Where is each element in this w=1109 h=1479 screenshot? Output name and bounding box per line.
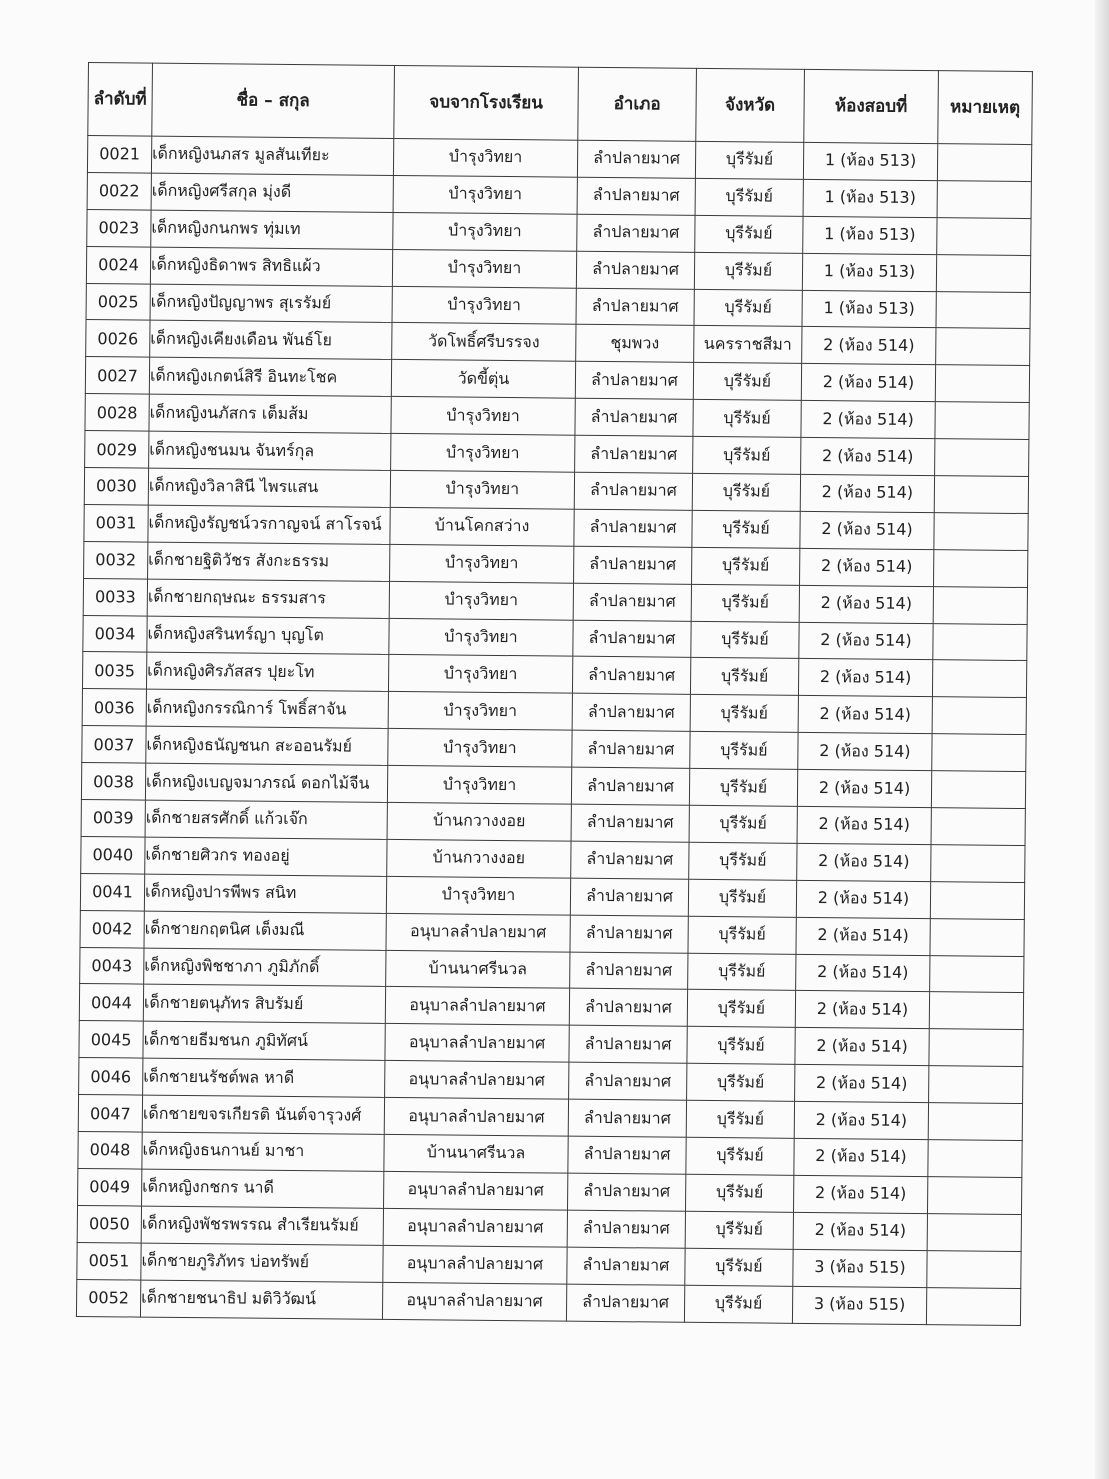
cell-no: 0021 — [87, 136, 151, 174]
cell-province: บุรีรัมย์ — [685, 1174, 793, 1212]
cell-province: บุรีรัมย์ — [689, 842, 797, 880]
cell-name: เด็กชายธีมชนก ภูมิทัศน์ — [143, 1021, 385, 1060]
cell-room: 2 (ห้อง 514) — [793, 1175, 927, 1213]
cell-district: ลำปลายมาศ — [575, 435, 693, 473]
cell-no: 0042 — [80, 910, 144, 948]
header-name: ชื่อ – สกุล — [152, 63, 395, 138]
cell-province: บุรีรัมย์ — [688, 953, 796, 991]
cell-district: ลำปลายมาศ — [571, 767, 689, 805]
cell-province: บุรีรัมย์ — [687, 1027, 795, 1065]
cell-district: ลำปลายมาศ — [573, 583, 691, 621]
cell-province: บุรีรัมย์ — [685, 1248, 793, 1286]
cell-room: 2 (ห้อง 514) — [800, 548, 934, 586]
cell-name: เด็กหญิงธิดาพร สิทธิแผ้ว — [150, 247, 392, 286]
cell-note — [927, 1213, 1021, 1251]
cell-district: ลำปลายมาศ — [568, 1136, 686, 1174]
cell-note — [934, 476, 1028, 514]
cell-no: 0030 — [84, 468, 148, 506]
cell-school: บำรุงวิทยา — [388, 655, 572, 694]
cell-name: เด็กหญิงกรรณิการ์ โพธิ์สาจัน — [146, 689, 388, 728]
cell-district: ลำปลายมาศ — [572, 694, 690, 732]
cell-room: 2 (ห้อง 514) — [793, 1212, 927, 1250]
cell-no: 0046 — [79, 1058, 143, 1096]
cell-school: วัดขี้ตุ่น — [391, 360, 575, 399]
cell-note — [935, 402, 1029, 440]
cell-no: 0051 — [77, 1242, 141, 1280]
cell-no: 0041 — [80, 873, 144, 911]
cell-name: เด็กหญิงวิลาสินี ไพรแสน — [148, 468, 390, 507]
cell-room: 1 (ห้อง 513) — [802, 290, 936, 328]
cell-name: เด็กหญิงธนกานย์ มาชา — [142, 1132, 384, 1171]
cell-no: 0039 — [81, 800, 145, 838]
cell-name: เด็กหญิงรัญชน์วรกาญจน์ สาโรจน์ — [148, 505, 390, 544]
cell-province: บุรีรัมย์ — [688, 916, 796, 954]
cell-room: 2 (ห้อง 514) — [799, 585, 933, 623]
cell-district: ลำปลายมาศ — [569, 1062, 687, 1100]
cell-school: บ้านนาศรีนวล — [384, 1134, 568, 1173]
cell-name: เด็กหญิงสรินทร์ญา บุญโต — [147, 616, 389, 655]
cell-school: อนุบาลลำปลายมาศ — [385, 987, 569, 1026]
cell-school: บำรุงวิทยา — [390, 470, 574, 509]
cell-no: 0032 — [84, 541, 148, 579]
cell-no: 0049 — [78, 1168, 142, 1206]
cell-note — [935, 439, 1029, 477]
cell-district: ลำปลายมาศ — [572, 730, 690, 768]
cell-school: บำรุงวิทยา — [388, 692, 572, 731]
cell-province: บุรีรัมย์ — [692, 473, 800, 511]
cell-school: บ้านนาศรีนวล — [386, 950, 570, 989]
cell-province: บุรีรัมย์ — [690, 695, 798, 733]
cell-district: ลำปลายมาศ — [577, 140, 695, 178]
cell-district: ลำปลายมาศ — [567, 1247, 685, 1285]
cell-province: บุรีรัมย์ — [695, 141, 803, 179]
header-district: อำเภอ — [578, 67, 697, 141]
exam-roster-table — [76, 62, 1033, 1326]
cell-room: 2 (ห้อง 514) — [798, 733, 932, 771]
cell-no: 0037 — [82, 726, 146, 764]
cell-district: ลำปลายมาศ — [569, 1026, 687, 1064]
cell-school: บ้านโคกสว่าง — [390, 507, 574, 546]
cell-name: เด็กชายภูริภัทร บ่อทรัพย์ — [141, 1243, 383, 1282]
cell-note — [928, 1140, 1022, 1178]
cell-school: บำรุงวิทยา — [391, 397, 575, 436]
cell-room: 2 (ห้อง 514) — [798, 696, 932, 734]
cell-name: เด็กชายศิวกร ทองอยู่ — [145, 837, 387, 876]
cell-school: อนุบาลลำปลายมาศ — [383, 1245, 567, 1284]
cell-note — [936, 328, 1030, 366]
cell-name: เด็กชายกฤตนิศ เต็งมณี — [144, 911, 386, 950]
cell-name: เด็กหญิงธนัญชนก สะออนรัมย์ — [146, 726, 388, 765]
roster-body — [76, 136, 1031, 1326]
cell-name: เด็กชายนรัชต์พล หาดี — [143, 1058, 385, 1097]
cell-school: บำรุงวิทยา — [391, 434, 575, 473]
cell-school: บำรุงวิทยา — [392, 286, 576, 325]
cell-no: 0031 — [84, 504, 148, 542]
cell-name: เด็กชายสรศักดิ์ แก้วเจ๊ก — [145, 800, 387, 839]
cell-room: 1 (ห้อง 513) — [803, 216, 937, 254]
cell-name: เด็กชายชนาธิป มติวิวัฒน์ — [140, 1280, 382, 1319]
cell-district: ลำปลายมาศ — [573, 620, 691, 658]
cell-no: 0048 — [78, 1132, 142, 1170]
cell-room: 1 (ห้อง 513) — [802, 253, 936, 291]
cell-name: เด็กหญิงศิรภัสสร ปุยะโท — [146, 653, 388, 692]
cell-room: 2 (ห้อง 514) — [802, 327, 936, 365]
cell-name: เด็กหญิงปารพีพร สนิท — [144, 874, 386, 913]
cell-district: ลำปลายมาศ — [567, 1210, 685, 1248]
cell-no: 0052 — [76, 1279, 140, 1317]
cell-district: ลำปลายมาศ — [577, 214, 695, 252]
cell-province: บุรีรัมย์ — [684, 1285, 792, 1323]
cell-district: ลำปลายมาศ — [568, 1173, 686, 1211]
cell-name: เด็กชายกฤษณะ ธรรมสาร — [147, 579, 389, 618]
cell-district: ลำปลายมาศ — [574, 472, 692, 510]
cell-no: 0050 — [77, 1205, 141, 1243]
cell-school: บำรุงวิทยา — [393, 138, 577, 177]
header-row — [88, 63, 1033, 145]
cell-district: ลำปลายมาศ — [575, 398, 693, 436]
cell-note — [934, 549, 1028, 587]
cell-province: บุรีรัมย์ — [689, 805, 797, 843]
cell-no: 0023 — [87, 209, 151, 247]
cell-no: 0024 — [86, 246, 150, 284]
cell-note — [930, 955, 1024, 993]
cell-district: ลำปลายมาศ — [570, 952, 688, 990]
cell-note — [935, 365, 1029, 403]
cell-district: ลำปลายมาศ — [571, 804, 689, 842]
cell-name: เด็กหญิงนภัสกร เต็มส้ม — [149, 394, 391, 433]
cell-name: เด็กหญิงชนมน จันทร์กุล — [149, 431, 391, 470]
cell-note — [926, 1287, 1020, 1325]
cell-district: ลำปลายมาศ — [569, 989, 687, 1027]
cell-province: บุรีรัมย์ — [686, 1100, 794, 1138]
cell-province: บุรีรัมย์ — [690, 732, 798, 770]
cell-no: 0043 — [80, 947, 144, 985]
cell-no: 0028 — [85, 394, 149, 432]
cell-no: 0047 — [78, 1095, 142, 1133]
cell-school: อนุบาลลำปลายมาศ — [384, 1098, 568, 1137]
cell-province: บุรีรัมย์ — [693, 363, 801, 401]
cell-district: ลำปลายมาศ — [570, 915, 688, 953]
cell-province: บุรีรัมย์ — [692, 510, 800, 548]
cell-district: ลำปลายมาศ — [570, 878, 688, 916]
cell-school: บำรุงวิทยา — [386, 876, 570, 915]
cell-district: ลำปลายมาศ — [575, 362, 693, 400]
cell-room: 2 (ห้อง 514) — [801, 437, 935, 475]
cell-name: เด็กชายฐิติวัชร สังกะธรรม — [148, 542, 390, 581]
cell-room: 2 (ห้อง 514) — [797, 843, 931, 881]
cell-room: 1 (ห้อง 513) — [803, 142, 937, 180]
cell-room: 2 (ห้อง 514) — [795, 1065, 929, 1103]
cell-name: เด็กหญิงพัชรพรรณ สำเรียนรัมย์ — [141, 1206, 383, 1245]
cell-room: 2 (ห้อง 514) — [800, 511, 934, 549]
cell-room: 2 (ห้อง 514) — [794, 1101, 928, 1139]
cell-province: บุรีรัมย์ — [688, 879, 796, 917]
cell-note — [936, 291, 1030, 329]
cell-name: เด็กหญิงนภสร มูลสันเทียะ — [151, 136, 393, 175]
cell-note — [937, 217, 1031, 255]
cell-province: บุรีรัมย์ — [695, 215, 803, 253]
cell-room: 2 (ห้อง 514) — [796, 954, 930, 992]
cell-room: 2 (ห้อง 514) — [797, 769, 931, 807]
cell-province: บุรีรัมย์ — [693, 436, 801, 474]
cell-room: 2 (ห้อง 514) — [801, 401, 935, 439]
cell-district: ลำปลายมาศ — [577, 177, 695, 215]
cell-province: บุรีรัมย์ — [694, 289, 802, 327]
cell-note — [936, 254, 1030, 292]
header-province: จังหวัด — [696, 68, 805, 142]
cell-room: 2 (ห้อง 514) — [800, 474, 934, 512]
cell-district: ลำปลายมาศ — [571, 841, 689, 879]
cell-room: 2 (ห้อง 514) — [797, 806, 931, 844]
cell-school: อนุบาลลำปลายมาศ — [383, 1208, 567, 1247]
cell-school: บำรุงวิทยา — [387, 766, 571, 805]
cell-note — [933, 586, 1027, 624]
cell-no: 0027 — [85, 357, 149, 395]
header-no: ลำดับที่ — [88, 63, 153, 137]
cell-school: บำรุงวิทยา — [393, 175, 577, 214]
cell-province: บุรีรัมย์ — [692, 547, 800, 585]
cell-province: บุรีรัมย์ — [693, 400, 801, 438]
cell-province: บุรีรัมย์ — [689, 768, 797, 806]
cell-no: 0038 — [81, 763, 145, 801]
header-note: หมายเหตุ — [938, 71, 1033, 145]
cell-no: 0036 — [82, 689, 146, 727]
cell-room: 2 (ห้อง 514) — [801, 364, 935, 402]
cell-province: บุรีรัมย์ — [687, 990, 795, 1028]
cell-note — [929, 992, 1023, 1030]
cell-no: 0034 — [83, 615, 147, 653]
cell-school: บำรุงวิทยา — [388, 729, 572, 768]
cell-province: บุรีรัมย์ — [691, 621, 799, 659]
cell-school: บำรุงวิทยา — [392, 249, 576, 288]
cell-room: 1 (ห้อง 513) — [803, 179, 937, 217]
cell-no: 0025 — [86, 283, 150, 321]
cell-note — [937, 144, 1031, 182]
cell-school: อนุบาลลำปลายมาศ — [384, 1171, 568, 1210]
cell-note — [930, 918, 1024, 956]
cell-room: 2 (ห้อง 514) — [794, 1138, 928, 1176]
cell-no: 0035 — [82, 652, 146, 690]
cell-note — [932, 697, 1026, 735]
header-school: จบจากโรงเรียน — [394, 65, 579, 140]
cell-note — [931, 808, 1025, 846]
cell-school: อนุบาลลำปลายมาศ — [385, 1061, 569, 1100]
cell-room: 3 (ห้อง 515) — [792, 1286, 926, 1324]
cell-note — [932, 660, 1026, 698]
cell-province: บุรีรัมย์ — [685, 1211, 793, 1249]
cell-room: 2 (ห้อง 514) — [796, 917, 930, 955]
cell-province: บุรีรัมย์ — [686, 1137, 794, 1175]
cell-province: บุรีรัมย์ — [691, 584, 799, 622]
cell-district: ลำปลายมาศ — [576, 288, 694, 326]
cell-note — [933, 623, 1027, 661]
cell-note — [931, 771, 1025, 809]
cell-name: เด็กหญิงกชกร นาดี — [142, 1169, 384, 1208]
cell-no: 0040 — [81, 836, 145, 874]
cell-no: 0022 — [87, 172, 151, 210]
cell-room: 2 (ห้อง 514) — [795, 1028, 929, 1066]
cell-note — [934, 513, 1028, 551]
cell-province: บุรีรัมย์ — [690, 658, 798, 696]
cell-note — [929, 1066, 1023, 1104]
cell-room: 3 (ห้อง 515) — [793, 1249, 927, 1287]
cell-room: 2 (ห้อง 514) — [796, 880, 930, 918]
cell-name: เด็กหญิงเกตน์สิรี อินทะโชค — [149, 357, 391, 396]
cell-note — [932, 734, 1026, 772]
cell-school: บำรุงวิทยา — [393, 212, 577, 251]
cell-province: บุรีรัมย์ — [687, 1064, 795, 1102]
cell-no: 0033 — [83, 578, 147, 616]
cell-district: ลำปลายมาศ — [566, 1284, 684, 1322]
cell-name: เด็กหญิงพิชชาภา ภูมิภักดิ์ — [144, 948, 386, 987]
cell-school: อนุบาลลำปลายมาศ — [382, 1282, 566, 1321]
cell-school: บำรุงวิทยา — [389, 618, 573, 657]
cell-district: ลำปลายมาศ — [574, 546, 692, 584]
cell-note — [927, 1177, 1021, 1215]
header-room: ห้องสอบที่ — [804, 69, 939, 143]
cell-no: 0044 — [79, 984, 143, 1022]
cell-name: เด็กชายตนุภัทร สิบรัมย์ — [143, 985, 385, 1024]
cell-no: 0045 — [79, 1021, 143, 1059]
cell-district: ลำปลายมาศ — [572, 657, 690, 695]
cell-name: เด็กหญิงศรีสกุล มุ่งดี — [151, 173, 393, 212]
cell-district: ชุมพวง — [576, 325, 694, 363]
cell-school: วัดโพธิ์ศรีบรรจง — [392, 323, 576, 362]
cell-province: นครราชสีมา — [694, 326, 802, 364]
cell-province: บุรีรัมย์ — [695, 178, 803, 216]
cell-note — [937, 181, 1031, 219]
cell-name: เด็กหญิงเบญจมาภรณ์ ดอกไม้จีน — [145, 763, 387, 802]
cell-school: บำรุงวิทยา — [390, 544, 574, 583]
table-row — [76, 1279, 1020, 1325]
cell-school: บำรุงวิทยา — [389, 581, 573, 620]
cell-room: 2 (ห้อง 514) — [798, 659, 932, 697]
cell-no: 0026 — [86, 320, 150, 358]
cell-school: อนุบาลลำปลายมาศ — [386, 913, 570, 952]
cell-name: เด็กหญิงเคียงเดือน พันธ์โย — [150, 321, 392, 360]
cell-note — [929, 1029, 1023, 1067]
cell-district: ลำปลายมาศ — [574, 509, 692, 547]
cell-name: เด็กหญิงกนกพร ทุ่มเท — [151, 210, 393, 249]
cell-school: บ้านกวางงอย — [387, 839, 571, 878]
cell-note — [930, 881, 1024, 919]
cell-note — [928, 1103, 1022, 1141]
cell-school: อนุบาลลำปลายมาศ — [385, 1024, 569, 1063]
cell-district: ลำปลายมาศ — [576, 251, 694, 289]
cell-province: บุรีรัมย์ — [694, 252, 802, 290]
cell-room: 2 (ห้อง 514) — [795, 991, 929, 1029]
cell-school: บ้านกวางงอย — [387, 802, 571, 841]
cell-name: เด็กชายขจรเกียรติ นันต์จารุวงศ์ — [142, 1095, 384, 1134]
cell-note — [931, 845, 1025, 883]
cell-note — [927, 1250, 1021, 1288]
cell-no: 0029 — [85, 431, 149, 469]
cell-room: 2 (ห้อง 514) — [799, 622, 933, 660]
cell-name: เด็กหญิงปัญญาพร สุเรรัมย์ — [150, 284, 392, 323]
cell-district: ลำปลายมาศ — [568, 1099, 686, 1137]
page-edge-shadow — [1095, 0, 1109, 1479]
